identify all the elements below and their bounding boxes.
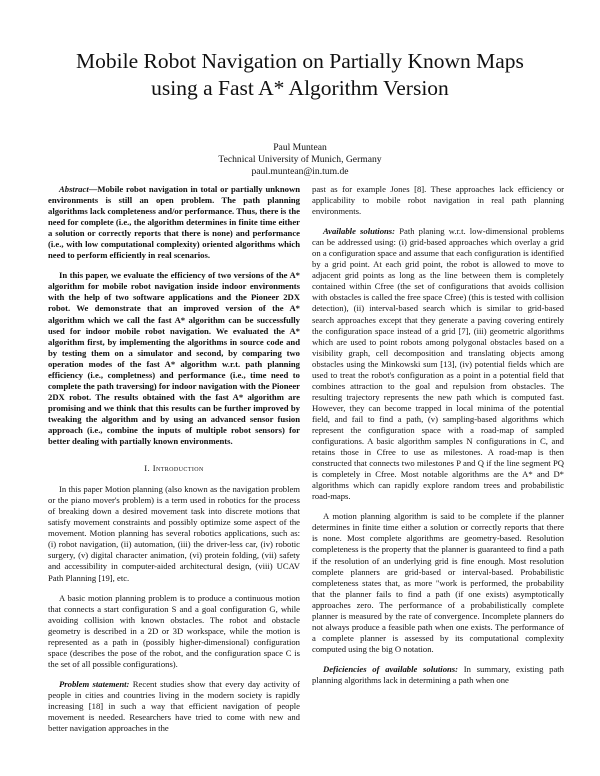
paper-title [0,48,600,102]
deficiencies-lead: Deficiencies of available solutions: [323,663,459,674]
intro-paragraph-1: In this paper Motion planning (also known as the navigation problem or the piano mover's problem) is a term used in robotics for the process of breaking down a desired movement task into discrete motions that satisfy movement constraints and possibly optimize some aspect of the movement. Motion planning has several robotics applications, such as: (i) robot navigation, (ii) automation, (iii) the driver-less car, (iv) robotic surgery, (v) digital character animation, (vi) protein folding, (vii) safety and accessibility in computer-aided architectural design, (viii) UCAV Path Planning [19], etc. [48,484,300,583]
right-paragraph-1 [312,226,564,502]
author-name: Paul Muntean [273,142,327,153]
right-column [312,184,564,686]
abstract-label: Abstract [59,184,89,194]
intro-paragraph-2: A basic motion planning problem is to produce a continuous motion that connects a start configuration S and a goal configuration G, while avoiding collision with known obstacles. The robot and obstacle geometry is described in a 2D or 3D workspace, while the motion is represented as a path in (possibly higher-dimensional) configuration space (describes the pose of the robot, and the configuration space C is the set of all possible configurations). [48,592,300,669]
abstract-paragraph-1 [48,184,300,261]
intro-paragraph-3 [48,679,300,734]
author-affiliation: Technical University of Munich, Germany [218,154,382,166]
title-line-2: using a Fast A* Algorithm Version [151,76,449,100]
abstract-paragraph-2: In this paper, we evaluate the efficiency of two versions of the A* algorithm for mobile robot navigation inside indoor environments with the help of two software applications and the Pioneer 2DX robot. We demonstrate that an improved version of the A* algorithm which we call the fast A* algorithm can be successfully used for indoor mobile robot navigation. We evaluated the A* algorithm first, by implementing the algorithms in source code and by testing them on a simulator and second, by comparing two operation modes of the fast A* algorithm w.r.t. path planning efficiency (i.e., completness) and performance (i.e., time need to complete the path traversing) for indoor navigation with the Pioneer 2DX robot. The results obtained with the fast A* algorithm are promising and we think that this results can be further improved by tweaking the algorithm and by using an advanced sensor fusion approach (i.e., combine the inputs of multiple robot sensors) for better dealing with partially known environments. [48,270,300,447]
section-title: Introduction [152,463,204,474]
problem-statement-lead: Problem statement: [59,678,130,689]
section-number: I. [144,463,151,474]
available-solutions-text: Path planing w.r.t. low-dimensional problems can be addressed using: (i) grid-based approaches which overlay a grid on a configuration space and assume that each configuration is identified by a grid point. At each grid point, the robot is allowed to move to adjacent grid points as long as the line between them is completely contained within Cfree (the set of configurations that avoids collision with obstacles is called the free space Cfree) (this is tested with collision detection), (ii) interval-based search which is similar to grid-based search approaches except that they generate a paving covering entirely the configuration space instead of a grid [7], (iii) geometric algorithms which are used to point robots among polygonal obstacles based on a visibility graph, cell decomposition and translating objects among obstacles using the Minkowski sum [13], (iv) potential fields which are used to treat the robot's configuration as a point in a potential field that combines attraction to the goal and repulsion from obstacles. The resulting trajectory represents the new path which is computed fast. However, they can become trapped in local minima of the potential field, and fail to find a path, (v) sampling-based algorithms which represent the configuration space with a road-map of sampled configurations. A basic algorithm samples N configurations in C, and retains those in Cfree to use as milestones. A road-map is then constructed that connects two milestones P and Q if the line segment PQ is completely in Cfree. Most notable algorithms are the A* and D* algorithms which can rapidly explore random trees and probabilistic road-maps. [312,226,565,502]
section-heading-introduction [48,463,300,474]
deficiencies-text: In summary, existing path planning algorithms lack in determining a path when one [312,663,564,685]
right-paragraph-2: A motion planning algorithm is said to be complete if the planner determines in finite time either a solution or correctly reports that there is none. Most complete algorithms are geometry-based. Resolution completeness is the property that the planner is guaranteed to find a path if the resolution of an underlying grid is fine enough. Most resolution complete planners are grid-based or interval-based. Probabilistic completeness states that, as more "work is performed, the probability that the planner fails to find a path (if one exists) asymptotically approaches zero. The performance of a probabilistically complete planner is measured by the rate of convergence. Incomplete planners do not always produce a feasible path when one exists. The performance of a complete planner is assessed by its computational complexity computed using the big O notation. [312,511,564,654]
abstract-text-1: —Mobile robot navigation in total or partially unknown environments is still an open problem. The path planning algorithms lack completeness and/or performance. Thus, there is the need for complete (i.e., the algorithm determines in finite time either a solution or correctly reports that there is none) and performance (i.e., with low computational complexity) oriented algorithms which need to perform efficiently in real scenarios. [48,184,300,261]
abstract [48,184,300,447]
right-paragraph-3 [312,664,564,686]
author-block [0,142,600,179]
left-column [48,184,300,734]
problem-statement-text: Recent studies show that every day activity of people in cities and countries living in the modern society is rapidly increasing [18] in such a way that efficient navigation of people movement is needed. Researchers have tried to come with new and better navigation approaches in the [48,678,300,734]
author-email: paul.muntean@in.tum.de [251,166,349,178]
available-solutions-lead: Available solutions: [323,226,396,237]
right-paragraph-0: past as for example Jones [8]. These approaches lack efficiency or applicability to mobile robot navigation in real path planning environments. [312,184,564,217]
title-line-1: Mobile Robot Navigation on Partially Known Maps [76,49,524,73]
